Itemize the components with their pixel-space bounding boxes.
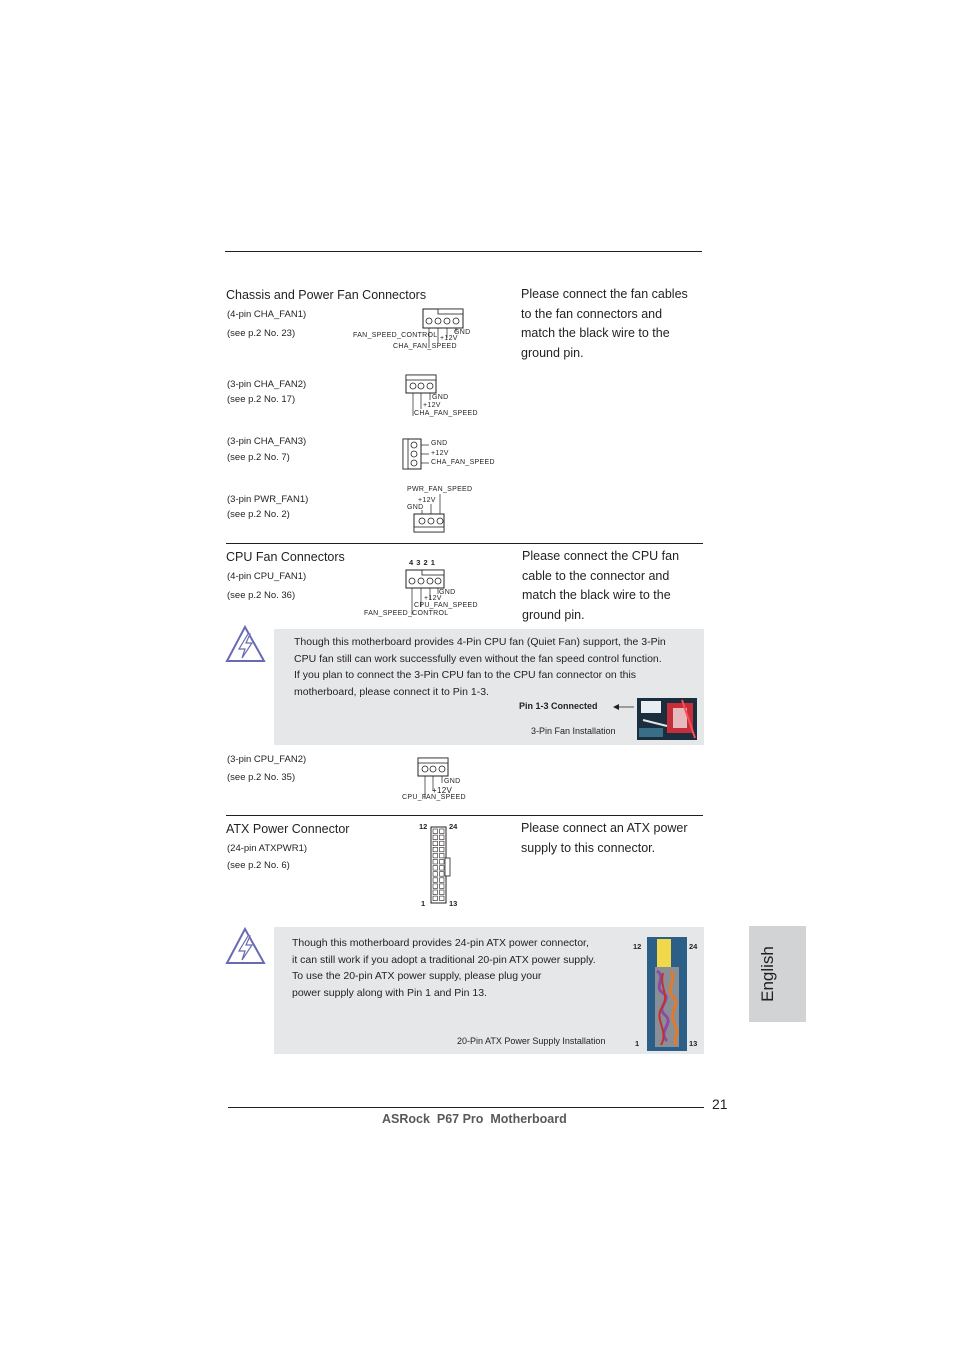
top-rule xyxy=(225,251,702,252)
atx-note-pin-1: 1 xyxy=(635,1039,640,1048)
cha-fan2-name: (3-pin CHA_FAN2) xyxy=(227,379,307,390)
chassis-title: Chassis and Power Fan Connectors xyxy=(226,288,427,302)
chassis-description: Please connect the fan cables to the fan connectors and match the black wire to the ground pin. xyxy=(521,287,688,360)
cha-fan3-name: (3-pin CHA_FAN3) xyxy=(227,436,307,447)
cpu-title: CPU Fan Connectors xyxy=(226,550,345,564)
atx-installation-photo xyxy=(647,937,687,1051)
atx-description: Please connect an ATX power supply to this connector. xyxy=(521,821,688,855)
cpu-fan1-label-speed: CPU_FAN_SPEED xyxy=(414,602,478,609)
atx-note-caption: 20-Pin ATX Power Supply Installation xyxy=(457,1036,606,1046)
cha-fan1-label-gnd: GND xyxy=(454,329,471,336)
cpu-fan1-label-gnd: GND xyxy=(439,589,456,596)
cha-fan2-label-speed: CHA_FAN_SPEED xyxy=(414,410,478,417)
cha-fan3-label-12v: +12V xyxy=(431,450,449,457)
atx-note-pin-12: 12 xyxy=(633,942,642,951)
language-tab-label: English xyxy=(758,946,777,1002)
fan-installation-photo xyxy=(637,698,697,740)
cpu-fan1-pin-numbers: 4 3 2 1 xyxy=(409,558,435,567)
cpu-description: Please connect the CPU fan cable to the connector and match the black wire to the ground pin. xyxy=(522,549,680,622)
page-number: 21 xyxy=(712,1096,728,1112)
pwr-fan1-label-12v: +12V xyxy=(418,497,436,504)
atx-note-pin-13: 13 xyxy=(689,1039,698,1048)
footer-rule xyxy=(228,1107,704,1108)
arrow-left-icon xyxy=(613,703,635,711)
cha-fan1-label-control: FAN_SPEED_CONTROL xyxy=(353,332,438,339)
atx-note-pin-24: 24 xyxy=(689,942,698,951)
cha-fan2-ref: (see p.2 No. 17) xyxy=(227,394,296,405)
atx-rule xyxy=(226,815,703,816)
cha-fan2-label-gnd: GND xyxy=(432,394,449,401)
cpu-fan1-label-12v: +12V xyxy=(424,595,442,602)
warning-triangle-icon xyxy=(226,625,266,663)
cpu-note-text: Though this motherboard provides 4-Pin CPU fan (Quiet Fan) support, the 3-Pin CPU fan still can work successfully even without the fan speed control function. If you plan to connect the 3-Pin CPU fan to the CPU fan connector on this motherboard, please connect it to Pin 1-3. xyxy=(294,636,666,698)
pwr-fan1-label-gnd: GND xyxy=(407,504,424,511)
cha-fan1-name: (4-pin CHA_FAN1) xyxy=(227,309,307,320)
atx-pin-bottom-left: 1 xyxy=(421,899,426,908)
pwr-fan1-ref: (see p.2 No. 2) xyxy=(227,509,290,520)
atx-connector-diagram xyxy=(430,826,452,906)
footer-product: ASRock P67 Pro Motherboard xyxy=(382,1112,567,1126)
atx-pin-top-right: 24 xyxy=(449,822,458,831)
cpu-rule xyxy=(226,543,703,544)
cha-fan1-ref: (see p.2 No. 23) xyxy=(227,328,296,339)
cha-fan1-diagram xyxy=(420,308,470,348)
cpu-fan2-label-12v: +12V xyxy=(432,786,453,795)
cpu-note-caption: 3-Pin Fan Installation xyxy=(531,726,616,736)
atx-title: ATX Power Connector xyxy=(226,822,350,836)
atx-ref: (see p.2 No. 6) xyxy=(227,860,290,871)
cha-fan1-label-speed: CHA_FAN_SPEED xyxy=(393,343,457,350)
atx-note-text: Though this motherboard provides 24-pin ATX power connector, it can still work if you adopt a traditional 20-pin ATX power supply. To use the 20-pin ATX power supply, please plug your power supply along with Pin 1 and Pin 13. xyxy=(292,937,596,999)
cha-fan3-label-gnd: GND xyxy=(431,440,448,447)
pwr-fan1-diagram xyxy=(412,494,448,534)
cha-fan2-label-12v: +12V xyxy=(423,402,441,409)
atx-name: (24-pin ATXPWR1) xyxy=(227,843,308,854)
cpu-fan2-label-speed: CPU_FAN_SPEED xyxy=(402,794,466,801)
atx-pin-top-left: 12 xyxy=(419,822,428,831)
cha-fan1-label-12v: +12V xyxy=(440,335,458,342)
warning-triangle-icon xyxy=(226,927,266,965)
cpu-fan2-ref: (see p.2 No. 35) xyxy=(227,772,296,783)
cha-fan3-ref: (see p.2 No. 7) xyxy=(227,452,290,463)
cpu-fan2-label-gnd: GND xyxy=(444,778,461,785)
cha-fan3-label-speed: CHA_FAN_SPEED xyxy=(431,459,495,466)
cpu-fan1-ref: (see p.2 No. 36) xyxy=(227,590,296,601)
cpu-note-pin-label: Pin 1-3 Connected xyxy=(519,701,598,711)
atx-pin-bottom-right: 13 xyxy=(449,899,458,908)
pwr-fan1-label-speed: PWR_FAN_SPEED xyxy=(407,486,473,493)
cpu-fan1-label-control: FAN_SPEED_CONTROL xyxy=(364,610,449,617)
cha-fan3-diagram xyxy=(402,438,432,470)
cpu-fan1-name: (4-pin CPU_FAN1) xyxy=(227,571,307,582)
cpu-fan2-name: (3-pin CPU_FAN2) xyxy=(227,754,307,765)
pwr-fan1-name: (3-pin PWR_FAN1) xyxy=(227,494,309,505)
